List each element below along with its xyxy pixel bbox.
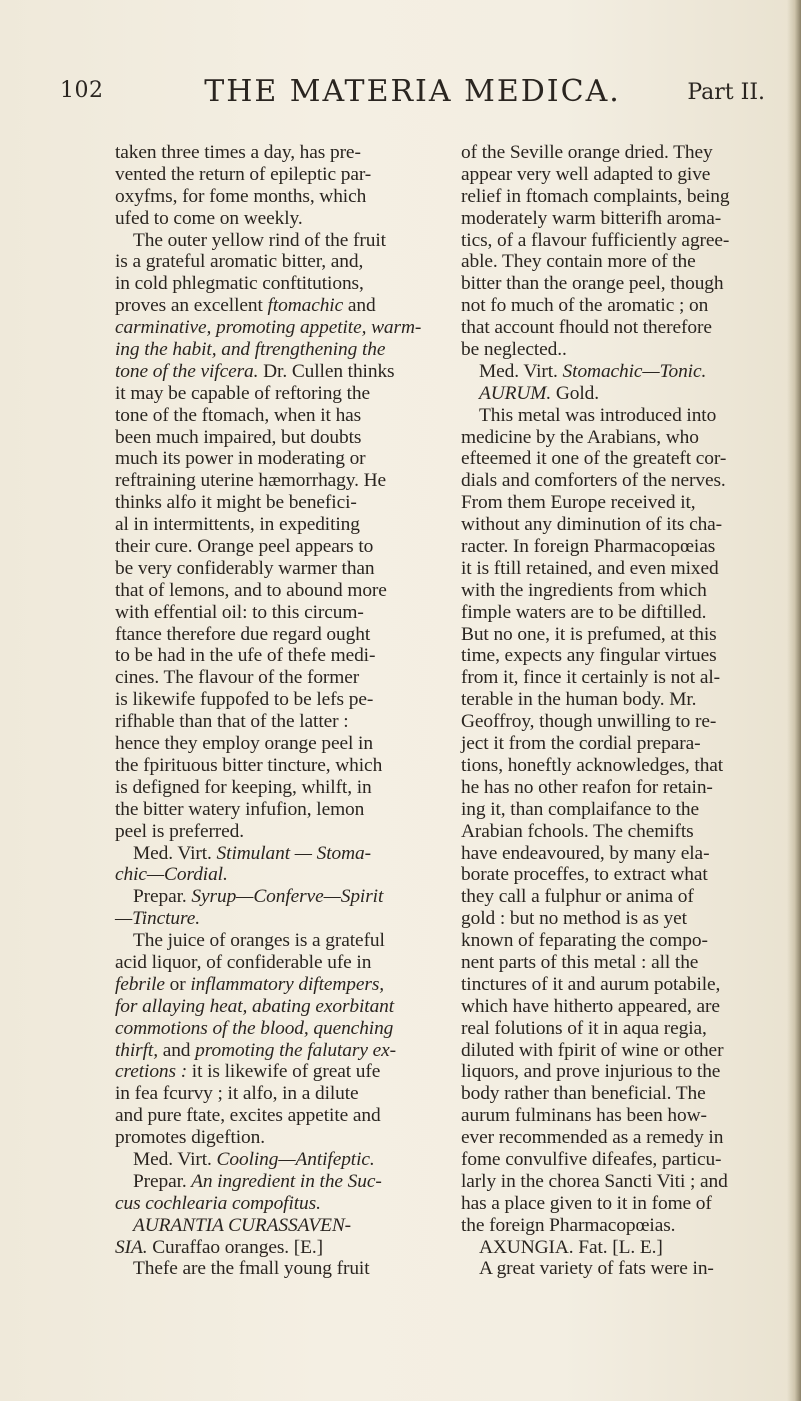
text-line: [115, 864, 433, 886]
text-line: [115, 843, 433, 865]
roman-text: not fo much of the aromatic ; on: [461, 295, 709, 317]
text-line: [115, 908, 433, 930]
text-line: [115, 733, 433, 755]
roman-text: cines. The flavour of the former: [115, 667, 360, 689]
text-line: [115, 208, 433, 230]
text-line: [115, 1215, 433, 1237]
italic-text: SIA.: [115, 1236, 148, 1258]
italic-text: commotions of the blood, quenching: [115, 1017, 394, 1039]
roman-text: appear very well adapted to give: [461, 163, 711, 185]
roman-text: relief in ftomach complaints, being: [461, 185, 730, 207]
roman-text: vented the return of epileptic par-: [115, 163, 372, 185]
text-line: [115, 821, 433, 843]
text-line: [461, 930, 783, 952]
text-line: [115, 1237, 433, 1259]
roman-text: been much impaired, but doubts: [115, 426, 362, 448]
text-line: [461, 230, 783, 252]
roman-text: promotes digeftion.: [115, 1127, 265, 1149]
roman-text: fome convulfive difeafes, particu-: [461, 1148, 722, 1170]
text-line: [115, 1171, 433, 1193]
roman-text: the foreign Pharmacopœias.: [461, 1214, 676, 1236]
roman-text: tics, of a flavour fufficiently agree-: [461, 229, 730, 251]
text-line: [115, 230, 433, 252]
text-line: [115, 339, 433, 361]
text-line: [461, 624, 783, 646]
italic-text: —Tincture.: [115, 908, 201, 930]
italic-text: Cooling—Antifeptic.: [211, 1148, 375, 1170]
text-line: [461, 405, 783, 427]
italic-text: Stimulant — Stoma-: [211, 842, 371, 864]
text-line: [461, 996, 783, 1018]
roman-text: ufed to come on weekly.: [115, 207, 303, 229]
text-line: [115, 1018, 433, 1040]
italic-text: tone of the vifcera.: [115, 360, 259, 382]
roman-text: Prepar.: [133, 886, 187, 908]
roman-text: efteemed it one of the greateft cor-: [461, 448, 727, 470]
text-line: [115, 142, 433, 164]
roman-text: ftance therefore due regard ought: [115, 623, 371, 645]
text-line: [115, 930, 433, 952]
text-line: [461, 1171, 783, 1193]
text-line: [115, 405, 433, 427]
roman-text: Curaffao oranges. [E.]: [147, 1236, 324, 1258]
roman-text: The juice of oranges is a grateful: [133, 930, 385, 952]
text-line: [461, 886, 783, 908]
text-line: [461, 448, 783, 470]
text-line: [115, 273, 433, 295]
text-line: [115, 799, 433, 821]
text-line: [461, 1127, 783, 1149]
roman-text: moderately warm bitterifh aroma-: [461, 207, 722, 229]
roman-text: ing it, than complaifance to the: [461, 798, 700, 820]
roman-text: he has no other reafon for retain-: [461, 776, 713, 798]
roman-text: and pure ftate, excites appetite and: [115, 1105, 381, 1127]
right-text-column: [461, 142, 783, 1280]
italic-text: thirft,: [115, 1039, 158, 1061]
text-line: [115, 295, 433, 317]
italic-text: Syrup—Conferve—Spirit: [186, 886, 384, 908]
text-line: [461, 492, 783, 514]
text-line: [115, 689, 433, 711]
text-line: [115, 514, 433, 536]
text-line: [115, 383, 433, 405]
roman-text: their cure. Orange peel appears to: [115, 536, 374, 558]
roman-text: be very confiderably warmer than: [115, 557, 375, 579]
roman-text: is defigned for keeping, whilft, in: [115, 776, 372, 798]
roman-text: ever recommended as a remedy in: [461, 1127, 724, 1149]
roman-text: fimple waters are to be diftilled.: [461, 601, 707, 623]
text-line: [461, 536, 783, 558]
roman-text: is a grateful aromatic bitter, and,: [115, 251, 364, 273]
part-label: Part II.: [687, 80, 765, 105]
roman-text: thinks alfo it might be benefici-: [115, 492, 357, 514]
text-line: [115, 317, 433, 339]
roman-text: Arabian fchools. The chemifts: [461, 820, 694, 842]
text-line: [461, 1149, 783, 1171]
roman-text: and: [343, 295, 376, 317]
text-line: [115, 711, 433, 733]
roman-text: peel is preferred.: [115, 820, 245, 842]
roman-text: in fea fcurvy ; it alfo, in a dilute: [115, 1083, 359, 1105]
text-line: [461, 755, 783, 777]
italic-text: chic—Cordial.: [115, 864, 228, 886]
italic-text: inflammatory diftempers,: [190, 973, 385, 995]
roman-text: borate proceffes, to extract what: [461, 864, 708, 886]
italic-text: cretions :: [115, 1061, 188, 1083]
roman-text: the bitter watery infufion, lemon: [115, 798, 365, 820]
roman-text: tinctures of it and aurum potabile,: [461, 973, 721, 995]
roman-text: that of lemons, and to abound more: [115, 579, 387, 601]
roman-text: it may be capable of reftoring the: [115, 382, 371, 404]
text-line: [461, 295, 783, 317]
text-line: [461, 558, 783, 580]
italic-text: febrile: [115, 973, 165, 995]
roman-text: al in intermittents, in expediting: [115, 514, 360, 536]
roman-text: they call a fulphur or anima of: [461, 886, 694, 908]
roman-text: A great variety of fats were in-: [479, 1258, 714, 1280]
roman-text: body rather than beneficial. The: [461, 1083, 706, 1105]
text-line: [461, 821, 783, 843]
text-line: [115, 164, 433, 186]
roman-text: the fpirituous bitter tincture, which: [115, 754, 383, 776]
roman-text: oxyfms, for fome months, which: [115, 185, 367, 207]
italic-text: carminative, promoting appetite, warm-: [115, 317, 422, 339]
text-line: [461, 317, 783, 339]
roman-text: time, expects any fingular virtues: [461, 645, 717, 667]
italic-text: AURUM.: [479, 382, 552, 404]
roman-text: to be had in the ufe of thefe medi-: [115, 645, 376, 667]
roman-text: bitter than the orange peel, though: [461, 273, 724, 295]
text-line: [115, 777, 433, 799]
text-line: [461, 974, 783, 996]
text-line: [115, 755, 433, 777]
text-line: [115, 1105, 433, 1127]
text-line: [461, 361, 783, 383]
text-line: [461, 689, 783, 711]
text-line: [461, 711, 783, 733]
roman-text: in cold phlegmatic conftitutions,: [115, 273, 364, 295]
text-line: [115, 361, 433, 383]
roman-text: terable in the human body. Mr.: [461, 689, 697, 711]
roman-text: tone of the ftomach, when it has: [115, 404, 362, 426]
text-line: [115, 602, 433, 624]
text-line: [115, 1040, 433, 1062]
roman-text: Med. Virt.: [133, 1148, 212, 1170]
text-line: [461, 777, 783, 799]
roman-text: Gold.: [551, 382, 599, 404]
text-line: [461, 952, 783, 974]
page-edge-shadow: [787, 0, 801, 1401]
text-line: [461, 1258, 783, 1280]
roman-text: Med. Virt.: [133, 842, 212, 864]
text-line: [461, 1083, 783, 1105]
italic-text: promoting the falutary ex-: [195, 1039, 396, 1061]
roman-text: nent parts of this metal : all the: [461, 951, 699, 973]
roman-text: it is likewife of great ufe: [187, 1061, 381, 1083]
roman-text: Thefe are the fmall young fruit: [133, 1258, 370, 1280]
text-line: [461, 186, 783, 208]
text-line: [115, 974, 433, 996]
text-line: [461, 142, 783, 164]
text-line: [461, 1105, 783, 1127]
roman-text: This metal was introduced into: [479, 404, 717, 426]
text-line: [115, 1149, 433, 1171]
left-text-column: [115, 142, 433, 1280]
text-line: [115, 186, 433, 208]
text-line: [115, 645, 433, 667]
text-line: [115, 251, 433, 273]
text-line: [115, 427, 433, 449]
roman-text: liquors, and prove injurious to the: [461, 1061, 721, 1083]
text-line: [461, 602, 783, 624]
roman-text: tions, honeftly acknowledges, that: [461, 754, 724, 776]
text-line: [115, 448, 433, 470]
roman-text: rifhable than that of the latter :: [115, 711, 349, 733]
italic-text: cus cochlearia compofitus.: [115, 1192, 321, 1214]
text-line: [461, 799, 783, 821]
text-line: [461, 514, 783, 536]
roman-text: be neglected..: [461, 339, 567, 361]
roman-text: larly in the chorea Sancti Viti ; and: [461, 1170, 728, 1192]
roman-text: diluted with fpirit of wine or other: [461, 1039, 724, 1061]
roman-text: that account fhould not therefore: [461, 317, 712, 339]
roman-text: reftraining uterine hæmorrhagy. He: [115, 470, 387, 492]
text-line: [461, 864, 783, 886]
italic-text: An ingredient in the Suc-: [186, 1170, 382, 1192]
italic-text: Stomachic—Tonic.: [557, 360, 707, 382]
text-line: [115, 470, 433, 492]
text-line: [115, 1193, 433, 1215]
text-line: [461, 1215, 783, 1237]
roman-text: known of feparating the compo-: [461, 930, 708, 952]
roman-text: Geoffroy, though unwilling to re-: [461, 711, 717, 733]
page-number: 102: [60, 78, 104, 103]
text-line: [115, 1258, 433, 1280]
text-line: [115, 952, 433, 974]
roman-text: much its power in moderating or: [115, 448, 366, 470]
italic-text: for allaying heat, abating exorbitant: [115, 995, 395, 1017]
text-line: [461, 164, 783, 186]
roman-text: gold : but no method is as yet: [461, 908, 687, 930]
roman-text: aurum fulminans has been how-: [461, 1105, 707, 1127]
roman-text: it is ftill retained, and even mixed: [461, 557, 719, 579]
roman-text: But no one, it is prefumed, at this: [461, 623, 717, 645]
roman-text: The outer yellow rind of the fruit: [133, 229, 386, 251]
roman-text: which have hitherto appeared, are: [461, 995, 720, 1017]
text-line: [461, 1018, 783, 1040]
roman-text: has a place given to it in fome of: [461, 1192, 712, 1214]
roman-text: dials and comforters of the nerves.: [461, 470, 726, 492]
roman-text: taken three times a day, has pre-: [115, 142, 361, 163]
text-line: [461, 251, 783, 273]
text-line: [461, 843, 783, 865]
text-line: [115, 558, 433, 580]
roman-text: Med. Virt.: [479, 360, 558, 382]
italic-text: ftomachic: [262, 295, 344, 317]
text-line: [115, 667, 433, 689]
roman-text: with effential oil: to this circum-: [115, 601, 364, 623]
roman-text: Dr. Cullen thinks: [258, 360, 395, 382]
text-line: [461, 580, 783, 602]
roman-text: is likewife fuppofed to be lefs pe-: [115, 689, 374, 711]
italic-text: AURANTIA CURASSAVEN-: [133, 1214, 352, 1236]
text-line: [115, 1127, 433, 1149]
text-line: [461, 208, 783, 230]
text-line: [115, 580, 433, 602]
roman-text: From them Europe received it,: [461, 492, 696, 514]
text-line: [115, 996, 433, 1018]
roman-text: able. They contain more of the: [461, 251, 696, 273]
text-line: [461, 427, 783, 449]
text-line: [461, 1061, 783, 1083]
text-line: [461, 1237, 783, 1259]
italic-text: ing the habit, and ftrengthening the: [115, 339, 386, 361]
text-line: [461, 1040, 783, 1062]
text-line: [461, 667, 783, 689]
roman-text: have endeavoured, by many ela-: [461, 842, 710, 864]
roman-text: ject it from the cordial prepara-: [461, 733, 701, 755]
roman-text: and: [157, 1039, 196, 1061]
roman-text: real folutions of it in aqua regia,: [461, 1017, 707, 1039]
text-line: [115, 886, 433, 908]
text-line: [115, 624, 433, 646]
roman-text: racter. In foreign Pharmacopœias: [461, 536, 716, 558]
page-header: [60, 74, 765, 118]
text-line: [461, 273, 783, 295]
text-line: [461, 339, 783, 361]
roman-text: Prepar.: [133, 1170, 187, 1192]
roman-text: from it, fince it certainly is not al-: [461, 667, 720, 689]
text-line: [461, 383, 783, 405]
roman-text: proves an excellent: [115, 295, 263, 317]
roman-text: of the Seville orange dried. They: [461, 142, 713, 163]
text-line: [115, 536, 433, 558]
text-line: [115, 1083, 433, 1105]
text-line: [115, 1061, 433, 1083]
running-title: THE MATERIA MEDICA.: [204, 74, 621, 109]
roman-text: without any diminution of its cha-: [461, 514, 723, 536]
roman-text: acid liquor, of confiderable ufe in: [115, 951, 372, 973]
roman-text: or: [164, 973, 191, 995]
text-line: [461, 733, 783, 755]
text-line: [461, 1193, 783, 1215]
roman-text: AXUNGIA. Fat. [L. E.]: [479, 1236, 663, 1258]
text-line: [461, 470, 783, 492]
text-line: [461, 908, 783, 930]
roman-text: hence they employ orange peel in: [115, 733, 373, 755]
text-line: [115, 492, 433, 514]
roman-text: with the ingredients from which: [461, 579, 707, 601]
roman-text: medicine by the Arabians, who: [461, 426, 699, 448]
text-line: [461, 645, 783, 667]
